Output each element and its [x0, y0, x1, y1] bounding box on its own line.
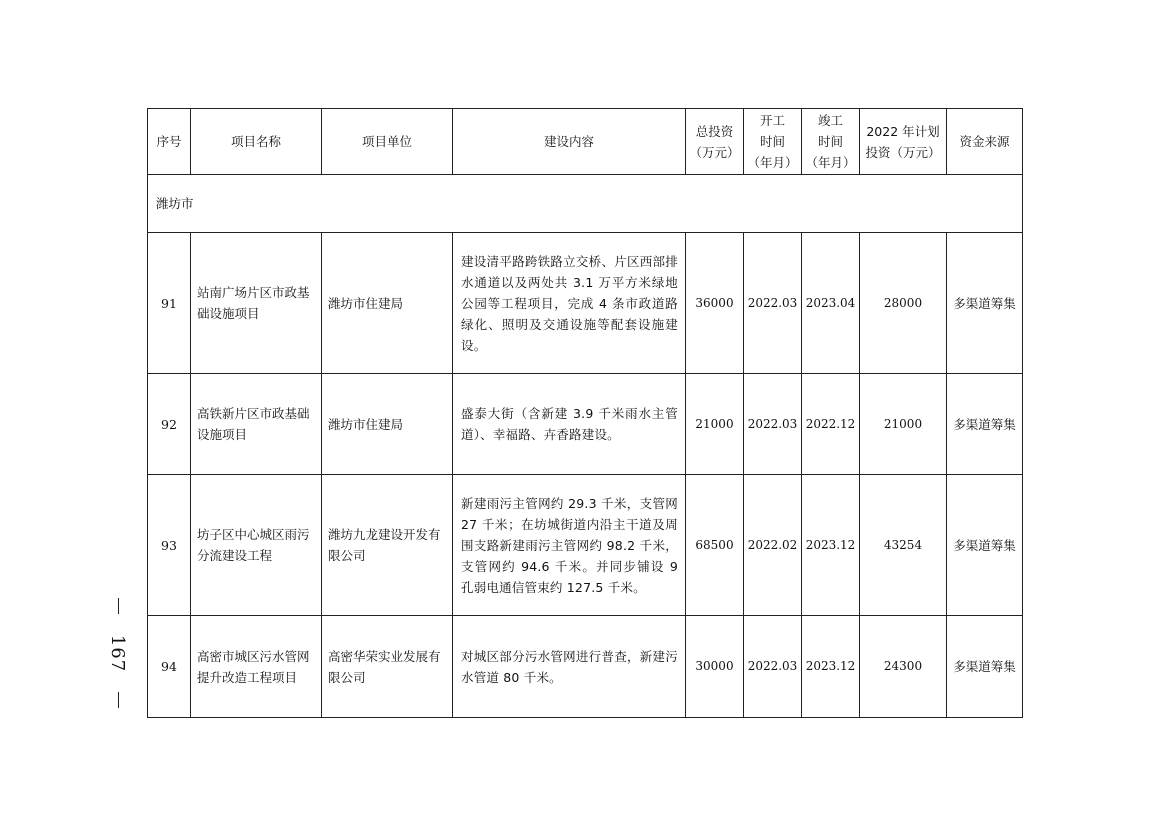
header-start-line2: 时间 [759, 134, 785, 149]
row-content: 新建雨污主管网约 29.3 千米，支管网 27 千米；在坊城街道内沿主干道及周围支路新建雨污主管网约 98.2 千米，支管网约 94.6 千米。并同步铺设 9 孔弱电通信管束约 127.5 千米。 [453, 475, 686, 616]
row-content: 盛泰大街（含新建 3.9 千米雨水主管道）、幸福路、卉香路建设。 [453, 374, 686, 475]
row-project-name: 站南广场片区市政基础设施项目 [191, 233, 322, 374]
row-project-name: 坊子区中心城区雨污分流建设工程 [191, 475, 322, 616]
row-funding-source: 多渠道筹集 [947, 374, 1023, 475]
row-start-time: 2022.03 [744, 233, 802, 374]
header-start-line3: （年月） [747, 155, 798, 170]
row-plan-investment: 28000 [860, 233, 947, 374]
row-start-time: 2022.02 [744, 475, 802, 616]
row-start-time: 2022.03 [744, 616, 802, 718]
header-plan-line1: 2022 年计划 [866, 123, 940, 139]
row-total-investment: 36000 [686, 233, 744, 374]
row-project-name: 高铁新片区市政基础设施项目 [191, 374, 322, 475]
row-end-time: 2023.04 [802, 233, 860, 374]
row-plan-investment: 43254 [860, 475, 947, 616]
header-start-time [744, 109, 802, 175]
row-no: 92 [148, 374, 191, 475]
row-end-time: 2023.12 [802, 475, 860, 616]
row-project-unit: 潍坊市住建局 [322, 374, 453, 475]
header-end-time [802, 109, 860, 175]
project-table [147, 108, 1023, 718]
header-project-unit: 项目单位 [322, 109, 453, 175]
row-funding-source: 多渠道筹集 [947, 233, 1023, 374]
row-plan-investment: 21000 [860, 374, 947, 475]
table-row [148, 475, 1023, 616]
header-end-line2: 时间 [817, 134, 843, 149]
page-number [96, 598, 140, 708]
row-no: 94 [148, 616, 191, 718]
row-no: 91 [148, 233, 191, 374]
row-project-unit: 潍坊九龙建设开发有限公司 [322, 475, 453, 616]
header-total-line2: （万元） [689, 144, 740, 160]
row-total-investment: 21000 [686, 374, 744, 475]
row-project-name: 高密市城区污水管网提升改造工程项目 [191, 616, 322, 718]
row-project-unit: 潍坊市住建局 [322, 233, 453, 374]
header-total-investment [686, 109, 744, 175]
region-row [148, 175, 1023, 233]
row-no: 93 [148, 475, 191, 616]
header-plan-investment [860, 109, 947, 175]
table-row [148, 374, 1023, 475]
table-row [148, 233, 1023, 374]
region-label: 潍坊市 [148, 175, 1023, 233]
row-project-unit: 高密华荣实业发展有限公司 [322, 616, 453, 718]
row-plan-investment: 24300 [860, 616, 947, 718]
table-row [148, 616, 1023, 718]
row-end-time: 2023.12 [802, 616, 860, 718]
row-funding-source: 多渠道筹集 [947, 616, 1023, 718]
page-number-text: 167 [107, 634, 129, 672]
header-funding-source: 资金来源 [947, 109, 1023, 175]
header-end-line1: 竣工 [817, 113, 843, 128]
page-number-dash-bottom [118, 692, 119, 708]
header-no: 序号 [148, 109, 191, 175]
header-start-line1: 开工 [759, 113, 785, 128]
row-content: 对城区部分污水管网进行普查，新建污水管道 80 千米。 [453, 616, 686, 718]
row-start-time: 2022.03 [744, 374, 802, 475]
page-number-dash-top [118, 598, 119, 614]
header-content: 建设内容 [453, 109, 686, 175]
row-funding-source: 多渠道筹集 [947, 475, 1023, 616]
header-end-line3: （年月） [805, 155, 856, 170]
header-plan-line2: 投资（万元） [865, 144, 941, 160]
header-project-name: 项目名称 [191, 109, 322, 175]
header-total-line1: 总投资 [695, 123, 734, 139]
row-total-investment: 68500 [686, 475, 744, 616]
row-content: 建设清平路跨铁路立交桥、片区西部排水通道以及两处共 3.1 万平方米绿地公园等工程项目，完成 4 条市政道路绿化、照明及交通设施等配套设施建设。 [453, 233, 686, 374]
row-end-time: 2022.12 [802, 374, 860, 475]
row-total-investment: 30000 [686, 616, 744, 718]
header-row [148, 109, 1023, 175]
